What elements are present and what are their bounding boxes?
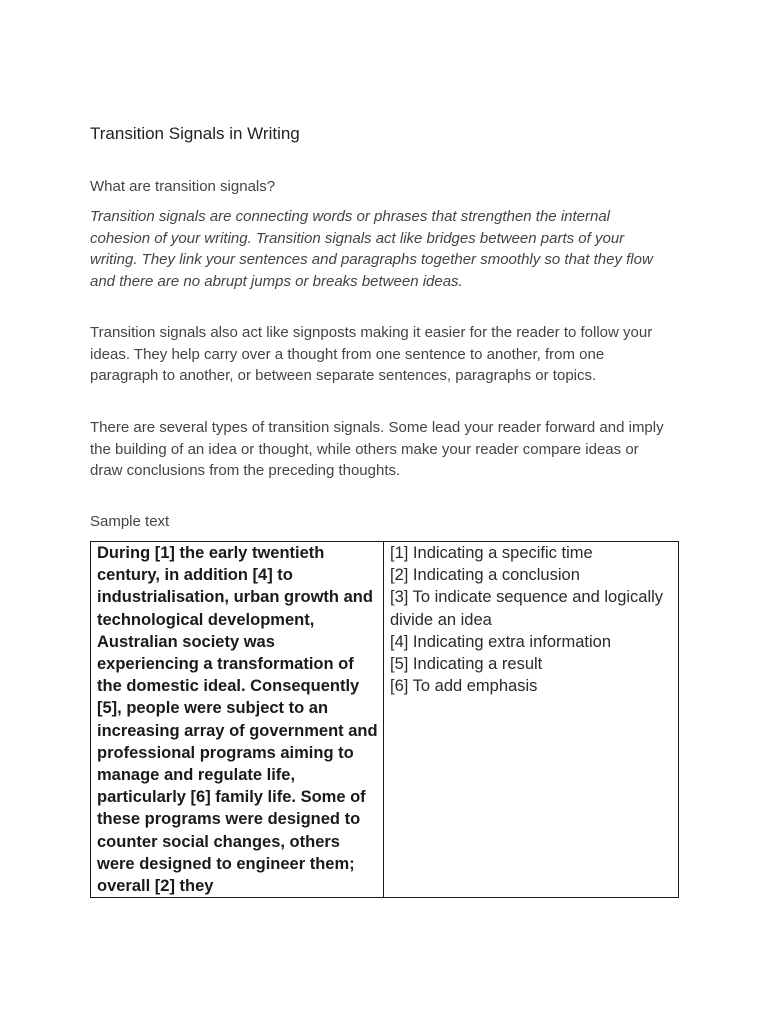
sample-passage-cell — [91, 542, 384, 897]
legend-item: [6] To add emphasis — [390, 677, 538, 696]
legend-item: [5] Indicating a result — [390, 655, 543, 674]
sample-passage-text: During [1] the early twentieth century, in addition [4] to industrialisation, urban growth and technological development, Australian society was experiencing a transformation of the domestic ideal. Consequently [5], people were subject to an increasing array of government and professional programs aiming to manage and regulate life, particularly [6] family life. Some of these programs were designed to counter social changes, others were designed to engineer them; overall [2] they — [97, 544, 378, 896]
legend-item: [1] Indicating a specific time — [390, 544, 593, 562]
legend-cell — [384, 542, 678, 897]
legend-item: [2] Indicating a conclusion — [390, 566, 580, 585]
sample-text-label: Sample text — [90, 513, 170, 530]
legend-list — [390, 542, 672, 697]
types-paragraph: There are several types of transition signals. Some lead your reader forward and imply the building of an idea or thought, while others make your reader compare ideas or draw conclusions from the preceding thoughts. — [90, 419, 664, 479]
legend-item: [4] Indicating extra information — [390, 632, 612, 651]
section-heading: What are transition signals? — [90, 178, 276, 195]
sample-table — [90, 541, 679, 898]
legend-item: [3] To indicate sequence and logically divide an idea — [390, 588, 664, 629]
definition-paragraph: Transition signals are connecting words or phrases that strengthen the internal cohesion of your writing. Transition signals act like bridges between parts of your writing. They link your sentences and paragraphs together smoothly so that they flow and there are no abrupt jumps or breaks between ideas. — [90, 208, 653, 290]
signposts-paragraph: Transition signals also act like signposts making it easier for the reader to follow your ideas. They help carry over a thought from one sentence to another, from one paragraph to another, or between separate sentences, paragraphs or topics. — [90, 324, 653, 384]
page-title: Transition Signals in Writing — [90, 124, 300, 143]
